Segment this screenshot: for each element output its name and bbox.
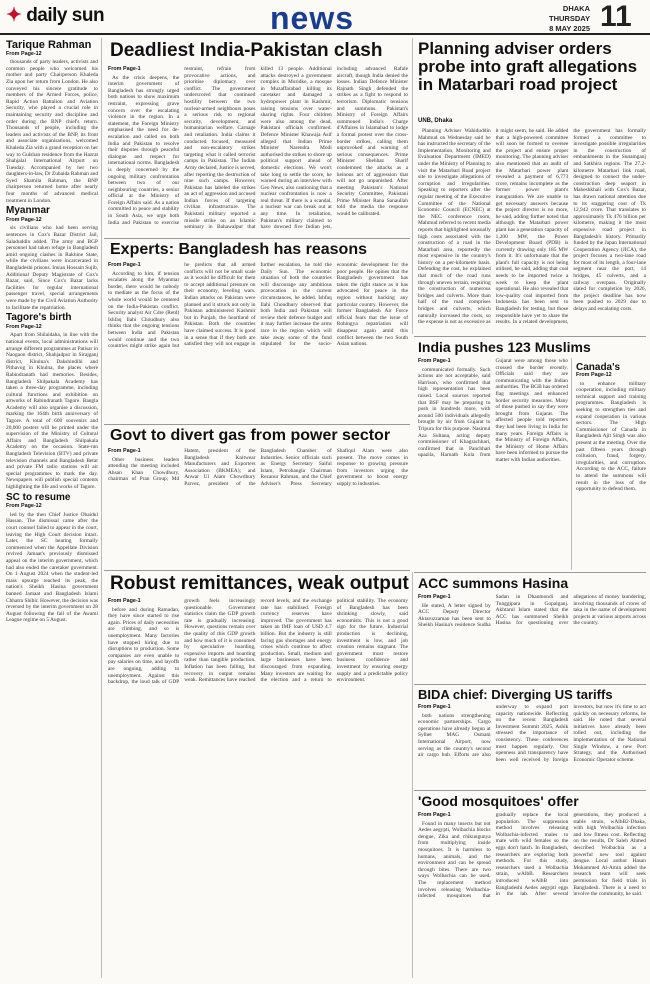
from-page: From Page-1 (108, 448, 141, 454)
headline-acc: ACC summons Hasina (418, 575, 569, 591)
headline-bida: BIDA chief: Diverging US tariffs (418, 687, 613, 702)
headline-tarique: Tarique Rahman (6, 39, 92, 51)
experts-article (108, 262, 408, 422)
headline-gas: Govt to divert gas from power sector (110, 427, 391, 444)
byline: UNB, Dhaka (418, 118, 453, 124)
article-text: sis civilians who had been serving sentences in Cox's Bazar District Jail, Saladuddin added. The army and BGP personnel had taken refuge in Bangladesh amid ongoing clashes in Rakhine State, while the civilians were incarcerated in Bangladeshi prisons. Imran Hossain Sujib, Additional Deputy Magistrate of Cox's Bazar, said, Since Cox's Bazar lacks facilities for regular international passenger travel, special arrangements were made by the Civil Aviation Authority to facilitate the repatriation. (6, 225, 98, 311)
from-page: From Page-1 (108, 66, 141, 72)
headline-clash: Deadliest India-Pakistan clash (110, 40, 383, 61)
from-page: From Page-1 (108, 262, 141, 268)
clash-article (108, 66, 408, 236)
star-icon: ✦ (6, 5, 22, 26)
section-title: news (270, 0, 355, 36)
newspaper-logo (6, 4, 104, 27)
remittance-article (108, 598, 408, 978)
article-text: Planning Adviser Wahiduddin Mahmud on Wednesday said he has instructed the secretary of the Implementation, Monitoring and Evaluation Department (IMED) under the Ministry of Planning to visit the Matarbari Road project site to investigate allegations of corruption and irregularities. Speaking to reporters after the regular meeting of the Executive Committee of the National Economic Council (ECNEC) at the NEC conference room, Mahmud referred to recent media reports that highlighted unusually high costs associated with the construction of a road in the Matarbari area, reportedly the most expensive in the country's history on a per-kilometre basis. Defending the cost, he explained that much of the road runs through uneven terrain, requiring the construction of numerous bridges and culverts. More than half of the road comprises bridges and culverts, which naturally increased the costs, so the expense is not as excessive as it might seem, he said. He added that a high-powered committee will soon be formed to oversee the project and ensure proper monitoring. The planning adviser also mentioned that an audit of the Matarbari power plant revealed a payment of 6,773 crore, remains incomplete as the former power plant's inauguration. We are unable to get necessary answers because the project director is no more, he said, adding further noted that although the Matarbari power plant has a generation capacity of 1,200 MW, the Power Development Board (PDB) is currently drawing only 185 MW from it. It's unfortunate that the plant's full capacity is not being utilised, he said, adding that coal needs to be imported twice a week to keep the plant operational. He also revealed that low-quality coal imported from Indonesia has been sent to Bangladesh for testing, but those responsible have yet to share the results. In a related development, the government has formally formed a committee to investigate possible irregularities in the construction of embankments in the Sunamganj and Satkhira regions. The 27.2-kilometre Matarbari link road, designed to connect the under-construction deep seaport in Maheshkhali with Cox's Bazar, has drawn national attention due to its staggering cost of Tk 12,942 crore. That translates to approximately Tk 476 billion per kilometre, making it the most expensive road project in Bangladesh's history. Primarily funded by the Japan International Cooperation Agency (JICA), the project focuses a two-lane road for most of its length, a four-lane segment near the port, 14 bridges, 45 culverts, and a railway overpass. Originally slated for completion by 2026, the project deadline has now been pushed to 2029 due to delays and escalating costs. (418, 128, 646, 326)
headline-canada: Canada's (576, 362, 621, 373)
probe-article (418, 128, 646, 334)
headline-tagore: Tagore's birth (6, 312, 72, 324)
article-text: thousands of party leaders, activists and common people who welcomed his mother and party Chairperson Khaleda Zia upon her return from London. He also conveyed his sincere gratitude to members of the Armed Forces, police, Rapid Action Battalion and Aviation Security, who played a crucial role in maintaining security and discipline and order during the BNP chief's return. Thousands of people, including the leaders and activists of the BNP, its front and associate organisations, welcomed Khaleda Zia with a grand reception on her way to Gulshan residence from the Hazrat Shahjalal International Airport on Tuesday. Accompanied by her two daughters-in-law, Dr Zubaida Rahman and Syed Shamila Rahman, the BNP chairperson returned home after nearly four months of advanced medical treatment in London. (6, 59, 98, 204)
article-text: Apart from Shilaidaha, in line with the national events, local administrations will arrange different programmes at Patisar in Naogaon district, Shahjadpur in Sirajganj district, Khulna's Dakshindihi and Pithavog in Khulna, the places where Rabindranath had memories. Besides, Bangladesh Shilpakala Academy has taken a three-day programme, including cultural functions and exhibition on artworks of Rabindranath Tagore. Bangla Academy will also organise a discussion, marking the 164th birth anniversary of Tagore. A total of 600 souvenirs and 20,000 posters will be printed under the supervision of the Ministry of Cultural Affairs and Bangladesh Shilpakala Academy on the occasion. State-run Bangladesh Television (BTV) and private television channels and Bangladesh Betar and private FM radio stations will air special programmes to mark the day. Newspapers will publish special contents highlighting the life and works of Tagore. (6, 332, 98, 490)
from-page: From Page-12 (6, 503, 42, 510)
india-article (418, 358, 568, 570)
column-divider (412, 572, 413, 978)
left-column (6, 38, 98, 978)
headline-mosquitoes: 'Good mosquitoes' offer (418, 793, 579, 809)
column-divider (412, 38, 413, 334)
section-divider (414, 336, 646, 337)
gas-article (108, 448, 408, 568)
article-text: to enhance military cooperation, including military technical support and training programmes. Bangladesh is seeking to strengthen ties and expand cooperation in various sectors. The High Commissioner of Canada in Bangladesh Ajit Singh was also present at the meeting. Over the past fifteen years through collusion, fraud, forgery, irregularities, and corruption. According to the ACC, failure to attend the summons will result in the loss of the opportunity to defend them. (576, 380, 646, 493)
dateline-weekday: THURSDAY (549, 14, 590, 23)
acc-article (418, 594, 646, 682)
headline-myanmar: Myanmar (6, 205, 50, 217)
mosquitoes-article (418, 812, 646, 978)
section-divider (104, 238, 410, 239)
dateline (440, 4, 590, 34)
headline-experts: Experts: Bangladesh has reasons (110, 241, 367, 258)
canada-article (576, 372, 646, 570)
article-text: both nations strengthening economic partnerships. Cargo operations have already begun at Sylhet MAG Osmani International Airport, now serving as the country's second air cargo hub. Efforts are also underway to expand port capacity nationwide. Reflecting on the recent Bangladesh Investment Summit 2025, Ashik stressed the importance of consistency. These conferences must happen regularly. Our openness and transparency have been well received by foreign investors, but now it's time to act quickly on necessary reforms, he said. He noted that several initiatives have already been rolled out, including the implementation of the National Single Window, a new Port Strategy, and the Authorised Economic Operator scheme. (418, 704, 646, 763)
article-text: Found in many insects but not Aedes aegypti, Wolbachia blocks dengue, Zika and chikungunya from multiplying inside mosquitoes. It is harmless to humans, animals, and the environment and can be spread through bites. There are two ways Wolbachia can be used. The replacement method involves releasing Wolbachia-infected mosquitoes that gradually replace the local population. The suppression method involves releasing Wolbachia-infected males to mate with wild females so the eggs don't hatch. In Bangladesh, researchers are exploring both methods. For this study, researchers used a Wolbachia strain, wAlbB. Researchers introduced wAlbB into Bangladeshi Aedes aegypti eggs in the lab. After several generations, they produced a stable strain, wAlbB2-Dhaka, with high Wolbachia infection and low fitness cost. Reflecting on the results, Dr Saleh Ahmed described Wolbachia as a powerful new tool against dengue. Local author Hasan Mohammed Al-Amin added the research team will seek permission for field trials in Bangladesh. There is a need to involve the community, he said. (418, 812, 646, 900)
from-page: From Page-1 (418, 704, 451, 710)
dateline-city: DHAKA (562, 4, 590, 13)
page-number: 11 (600, 0, 632, 33)
bida-article (418, 704, 646, 788)
column-divider (571, 358, 572, 570)
dateline-date: 8 MAY 2025 (549, 24, 590, 33)
from-page: From Page-12 (6, 216, 42, 223)
logo-text: daily sun (26, 5, 105, 26)
article-text: led by the then Chief Justice Obaidul Hassan. The dismissal came after the court counsel failed to appear in the court, leaving the High Court decision intact. Later, the SC hearing formally commenced when the Appellate Division revived Jamaat's previously dismissed appeal on the interim government, which had also ended the caretaker government. On 1 August 2024 when the student-led mass upsurge reached its peak, the nation's Sheikh Hasina government banned Jamaat and Bangladesh Islami Chhatra Shibir. However, the decision was reversed by the interim government on 28 August following the fall of the Awami League regime on 5 August. (6, 511, 98, 624)
headline-remittance: Robust remittances, weak output (110, 573, 409, 594)
section-divider (414, 572, 646, 573)
section-divider (104, 424, 410, 425)
from-page: From Page-1 (418, 812, 451, 818)
from-page: From Page-1 (418, 358, 451, 364)
from-page: From Page-1 (108, 598, 141, 604)
column-divider (101, 38, 102, 978)
headline-sc: SC to resume (6, 491, 71, 503)
headline-india: India pushes 123 Muslims (418, 339, 591, 355)
article-text: Other business leaders attending the meeting included Ahsan Khan Chowdhury, chairman of Pran Group; Md Hatem, president of the Bangladesh Knitwear Manufacturers and Exporters Association (BKMEA); and Anwar Ul Alam Chowdhury Parvez, president of the Bangladesh Chamber of Industries. Senior officials such as Energy Secretary Saiful Islam, Petrobangla Chairman Rezanur Rahman, and the Chief Adviser's Press Secretary Shafiqul Alam were also present. The move comes in response to growing pressure from investors urging the government to boost energy supply to industries. (108, 448, 408, 487)
from-page: From Page-12 (6, 323, 42, 330)
headline-probe: Planning adviser orders probe into graft allegations in Matarbari road project (418, 39, 638, 94)
article-text: before and during Ramadan, they have since started to rise again. Prices of daily necessities are climbing, and so is unemployment. Many factories have stopped hiring due to disruptions to production. Some companies are even unable to pay salaries on time, and layoffs are ongoing, adding to unemployment. Against this backdrop, the loud talk of GDP growth feels increasingly questionable. Government statistics claim the GDP growth rate is gradually increasing. However, questions remain over the quality of this GDP growth and how much of it is consumed by speculative hoarding, expensive imports and hoarding rather than tangible production. Inflation has been falling, but recovery in output remains weak. Remittances have reached record levels, and the exchange rate has stabilised. Foreign currency reserves have improved. The government has taken an IMF loan of USD 4.7 billion. But the industry is still facing gas shortages and energy crises which continue to affect production. Small, medium and large businesses have been discouraged from expanding. Many investors are waiting for the election and a return to political stability. The economy of Bangladesh has been shrinking slowly, said economists. This is not a good sign for the future. Industrial production is declining, investment is low, and job creation remains stagnant. The government must restore business confidence and investment by ensuring energy supply and a predictable policy environment. (108, 598, 408, 686)
from-page: From Page-12 (576, 372, 612, 378)
article-text: communicated formally. Such actions are not acceptable, said Harrison, who confirmed that high representation has been raised. Local sources reported that BSF may be preparing to push in hundreds more, with around 500 individuals allegedly brought by air from Gujarat to Tripura for this purpose. Nasimul Aza Sultana, acting deputy commissioner of Khagrachhari, confirmed that in Panchhari upazila, Harnath Kola from Gujarat were among those who crossed the border recently. Officials said they are communicating with the Indian authorities. The BGB has ordered flag meetings and enhanced border security measures. Many of those pushed in say they were brought from Gujarat. The affected people told reporters they had been living in India for many years. Foreign Affairs is the Ministry of Foreign Affairs, the Ministry of Home Affairs have been informed to pursue the matter with Indian authorities. (418, 358, 568, 463)
from-page: From Page-12 (6, 50, 42, 57)
section-divider (414, 790, 646, 791)
section-divider (104, 570, 410, 571)
article-text: As the crisis deepens, the interim government of Bangladesh has strongly urged both nations to show maximum restraint, expressing grave concern over the escalating violence in the region. In a statement, the Foreign Ministry emphasised the need for de-escalation and called on both India and Pakistan to resolve their disputes through peaceful dialogue and respect for international norms. Bangladesh is deeply concerned by the ongoing military confrontation between two of our neighbouring countries, a senior official at the Ministry of Foreign Affairs said. As a nation committed to peace and stability in South Asia, we urge both India and Pakistan to exercise restraint, refrain from provocative actions, and prioritise diplomacy over conflict. The government underscored that continued hostility between the two nuclear-armed neighbours poses a serious risk to regional security, development, and humanitarian welfare. Carnage and retaliation. India claims it conducted focused, measured and non-escalatory strikes targeting what it called terrorist camps in Pakistan. The Indian Army declared, Justice is served, after reporting the destruction of nine such camps. However, Pakistan has labeled the strikes an act of aggression and accused Indian forces of targeting civilian infrastructure. The Pakistani military reported a missile strike on an Islamic seminary in Bahawalpur that killed 13 people. Additional attacks destroyed a government complex in Muridke, a mosque in Muzaffarabad killing its caretaker and damaged a hydropower plant in Kashmir, raising tensions over water-sharing rights. Four children were also among the dead, Pakistani officials confirmed. Defence Minister Khawaja Asif alleged that Indian Prime Minister Narendra Modi authorised the strikes to shore up political support ahead of domestic elections. We won't take long to settle the score, he warned during an interview with Geo News, also cautioning that a nuclear confrontation is now a real threat. If there is a scandal, a nuclear war can break out at any time. In retaliation, Pakistan's military claimed to have downed five Indian jets, including advanced Rafale aircraft, though India denied the losses. Indian Defence Minister Rajnath Singh defended the strikes as a fight to respond to terrorism. Diplomatic tensions and summons. Pakistan's Ministry of Foreign Affairs summoned India's Charge d'Affaires in Islamabad to lodge a formal protest over the cross-border strikes, calling them unprovoked and warning of serious consequences. Prime Minister Shehbaz Sharif condemned the attacks as a heinous act of aggression that will not go unpunished. After meeting Pakistan's National Security Committee, Pakistani Prime Minister Rana Sanaullah told the media the response would be calibrated. (108, 66, 408, 231)
article-text: He stated, A letter signed by ACC Deputy Director Aktaruzzaman has been sent to Sheikh Hasina's residence Sudha Sadan in Dhanmondi and Tunggipara in Gopalganj. Akhtarul Islam stated that the ACC has summoned Sheikh Hasina for questioning over allegations of money laundering, involving thousands of crores of taka in the name of development projects at various airports across the country. (418, 594, 646, 629)
article-text: According to him, if tension escalates along the Myanmar border, there would be nobody to mediate as the focus of the whole world would be centered on the India-Pakistan conflict. Security analyst Air Cdre (Retd) Ishfaq Ilahi Choudhury also thinks that the ongoing tensions between India and Pakistan would continue and the two countries might strike again but he predicts that all armed conflicts will not be small scale as it would be difficult for them to accept additional pressure on their economy, leveling wars. Indian attacks on Pakistan were planned and it struck not only in Pakistan administered Kashmir but in Punjab, the heartland of Pakistan. Both the countries have claimed success. It is good in a sense that if they both are satisfied they will not engage in further escalation, he told the Daily Sun. The economic situation of both the countries will discourage any ambitious provocation in the current circumstances, he added. Ishfaq Ilahi Choudhury observed that both India and Pakistan will review their defence budget and it may further increase the arms race in the region which will take away some of the fund stipulated for the socio-economic development for the poor people. He opines that the Bangladesh government has taken the right stance as it has advocated for peace in the region without backing any particular country. However, the former Bangladesh Air Force official fears that the issue of Rohingya repatriation will disappear again amid this conflict between the two South Asian nations. (108, 262, 408, 350)
masthead (0, 0, 650, 35)
section-divider (414, 684, 646, 685)
from-page: From Page-1 (418, 594, 451, 600)
